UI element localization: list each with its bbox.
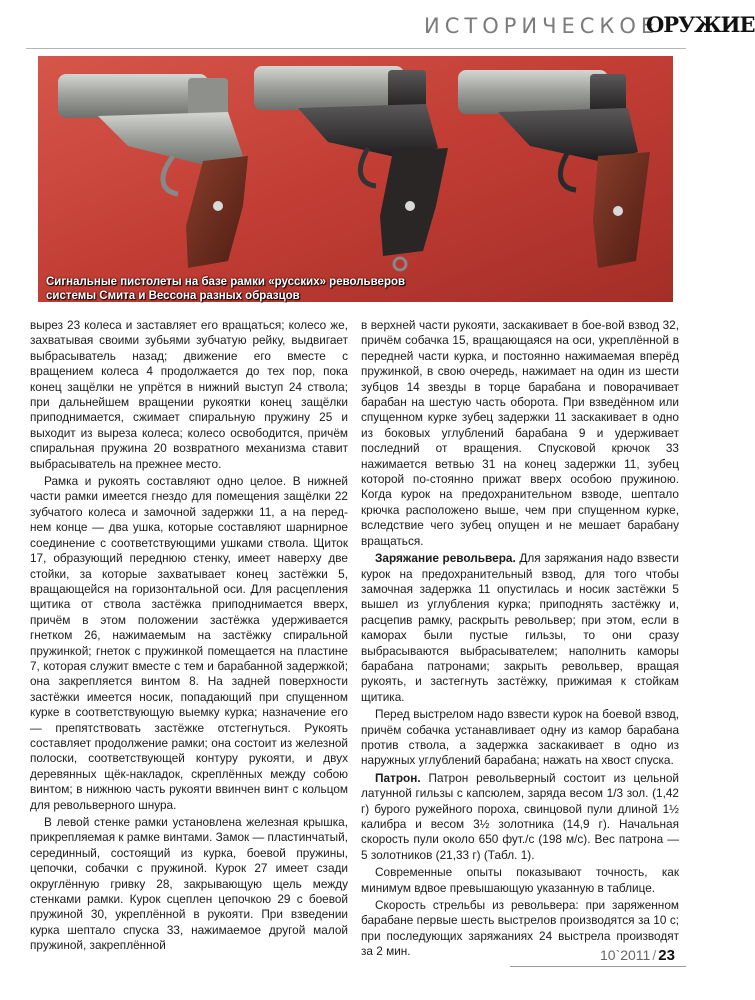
- pistols-illustration: [38, 56, 673, 302]
- pistols-photo: [38, 56, 673, 302]
- right-paragraph-3: Перед выстрелом надо взвести курок на боевой взвод, причём собачка устанавливает одну из камор барабана против ствола, а задержка заскакивает в одно из наружных углублений барабана; нажать на хвост спуска.: [361, 707, 679, 768]
- loading-heading: Заряжание револьвера.: [375, 551, 516, 566]
- right-paragraph-1: в верхней части рукояти, заскакивает в бое-вой взвод 32, причём собачка 15, вращающаяся на оси, укреплённой в передней части курка, и постоянно нажимаемая вперёд пружинкой, в свою очередь, нажимает на один из шести зубцов 14 звезды в торце барабана и поворачивает барабан на шестую часть оборота. При взведённом или спущенном курке зубец задержки 11 заскакивает в одно из боковых углублений барабана 9 и удерживает последний от вращения. Спусковой крючок 33 нажимается ветвью 31 на конец задержки 11, зубец которой по-стоянно прижат вверх особою пружиною. Когда курок на предохранительном взводе, шептало крючка расположено выше, чем при спущенном курке, вследствие чего зубец опущен и не мешает барабану вращаться.: [361, 318, 679, 548]
- right-column: [361, 318, 679, 962]
- right-paragraph-2: [361, 551, 679, 705]
- photo-caption: [46, 276, 646, 303]
- left-paragraph-1: вырез 23 колеса и заставляет его вращаться; колесо же, захватывая своими зубьями зубчатую рейку, выдвигает выбрасыватель назад; движение его вместе с вращением колеса 4 продолжается до тех пор, пока конец защёлки не упрётся в нижний выступ 24 ствола; при дальнейшем вращении рукоятки конец защёлки приподнимается, сжимает спиральную пружину 25 и выходит из выреза колеса; колесо освободится, причём спиральная пружина 20 возвратного механизма ставит выбрасыватель на прежнее место.: [30, 318, 348, 471]
- page-header: [0, 0, 755, 50]
- left-paragraph-3: В левой стенке рамки установлена железная крышка, прикрепляемая к рамке винтами. Замок — пластинчатый, серединный, состоящий из курка, боевой пружины, цепочки, собачки с пружиной. Курок 27 имеет сзади округлённую гривку 28, закрывающую щель между стенками рамки. Курок сцеплен цепочкою 29 с боевой пружиной 30, укреплённой в рукояти. При взведении курка шептало спуска 33, нажимаемое другой малой пружиной, закреплённой: [30, 815, 348, 953]
- magazine-logo: ОРУЖИЕ: [646, 12, 755, 37]
- section-title: ИСТОРИЧЕСКОЕ: [424, 14, 660, 38]
- header-rule: [26, 48, 686, 49]
- issue-date: 10`2011: [600, 947, 651, 963]
- issue-number: [600, 947, 675, 964]
- loading-text: Для заряжания надо взвести курок на предохранительный взвод, для того чтобы замочная задержка 11 опустилась и носик застёжки 5 вышел из углубления курка; приподнять застёжку и, расцепив рамку, раскрыть револьвер; при этом, если в каморах были пустые гильзы, то они сразу выбрасываются выбрасывателем; наполнить каморы барабана патронами; закрыть револьвер, вращая рукоять, и застегнуть застёжку, прижимая к стойкам щитика.: [361, 551, 679, 704]
- left-paragraph-2: Рамка и рукоять составляют одно целое. В нижней части рамки имеется гнездо для помещения защёлки 22 зубчатого колеса и замочной задержки 11, а на перед-нем конце — два ушка, которые составляют шарнирное соединение с соответствующими ушками ствола. Щиток 17, образующий переднюю стенку, имеет наверху две стойки, за которые захватывает конец застёжки 5, вращающейся на горизонтальной оси. Для расцепления щитика от ствола застёжка приподнимается вверх, причём в этом положении застёжка удерживается гнетком 26, нажимаемым на застёжку спиральной пружинкой; гнеток с пружинкой помещается на пластине 7, которая служит вместе с тем и барабанной задержкой; она закрепляется винтом 8. На задней поверхности застёжки имеется носик, попадающий при спущенном курке в соответствующую выемку курка; назначение его — препятствовать застёжке отстегнуться. Рукоять составляет продолжение рамки; она состоит из железной полоски, соответствующей контуру рукояти, и двух деревянных щёк-накладок, скреплённых между собою винтом; в нижнюю часть рукояти ввинчен винт с кольцом для револьверного шнура.: [30, 474, 348, 812]
- page-number: 23: [658, 947, 675, 964]
- caption-line-1: Сигнальные пистолеты на базе рамки «русских» револьверов: [46, 276, 406, 288]
- footer-rule: [510, 966, 686, 967]
- cartridge-text: Патрон револьверный состоит из цельной латунной гильзы с капсюлем, заряда весом 1/3 зол. (1,42 г) бурого ружейного пороха, свинцовой пули длиной 1½ калибра и весом 3½ золотника (14,9 г). Начальная скорость пули около 650 фут./с (198 м/с). Вес патрона — 5 золотников (21,33 г) (Табл. 1).: [361, 770, 679, 862]
- right-paragraph-4: [361, 771, 679, 863]
- right-paragraph-5: Современные опыты показывают точность, как минимум вдвое превышающую указанную в таблице.: [361, 865, 679, 895]
- right-paragraph-6: Скорость стрельбы из револьвера: при заряженном барабане первые шесть выстрелов производятся за 10 с; при последующих заряжаниях 24 выстрела производят за 2 мин.: [361, 898, 679, 959]
- cartridge-heading: Патрон.: [375, 770, 421, 785]
- page-footer: [0, 940, 711, 970]
- footer-separator: /: [652, 947, 657, 963]
- caption-line-2: системы Смита и Вессона разных образцов: [46, 289, 300, 302]
- left-column: [30, 318, 348, 956]
